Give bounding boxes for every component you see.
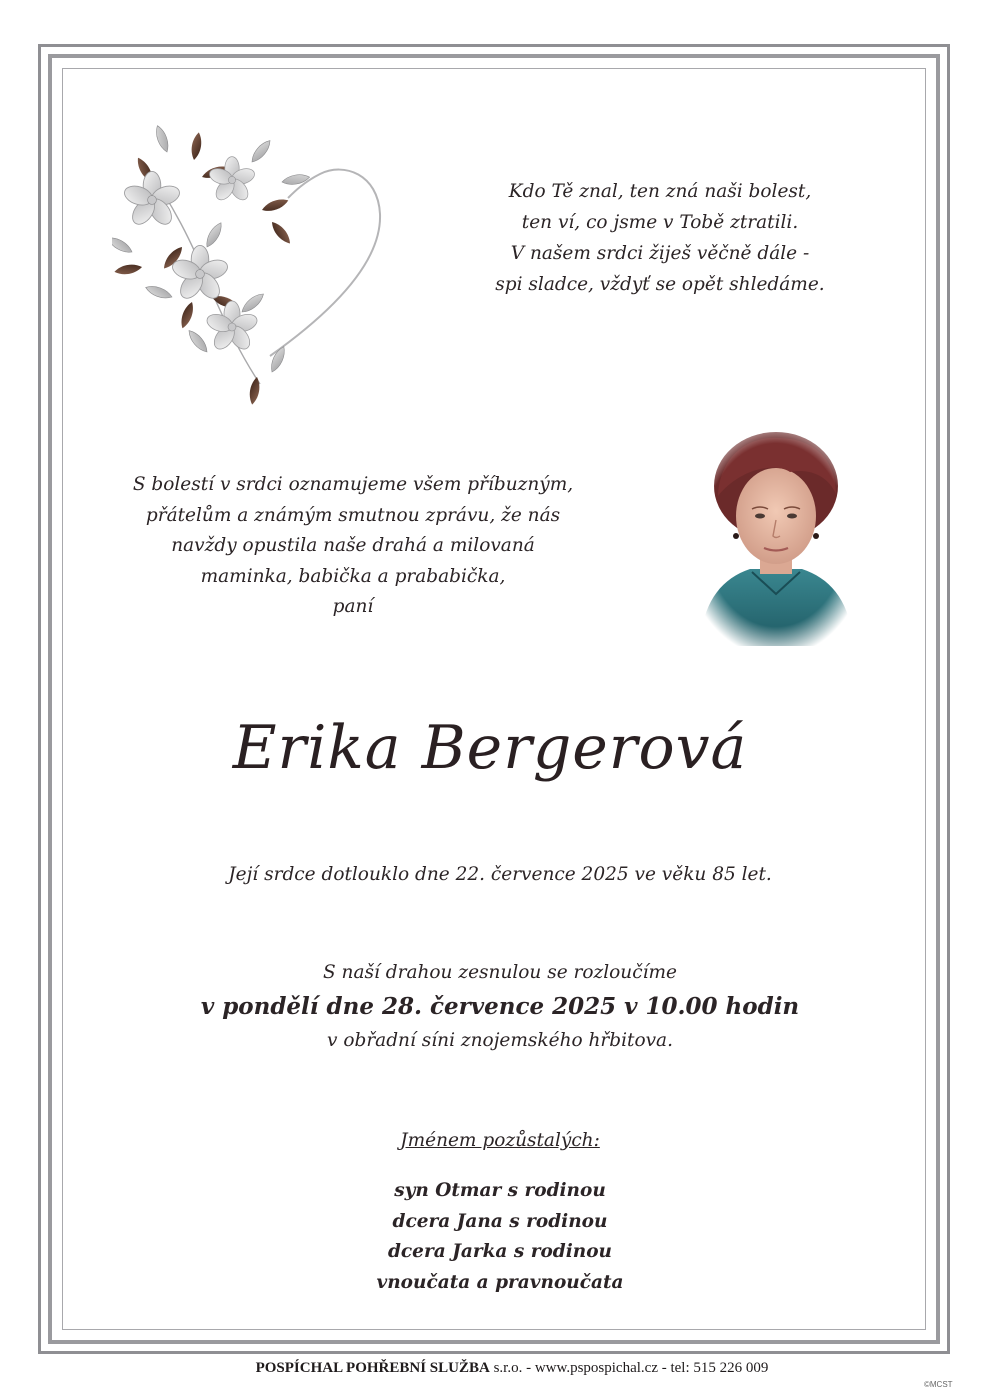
footer-contact: s.r.o. - www.pspospichal.cz - tel: 515 226 009: [489, 1360, 769, 1376]
farewell-intro: S naší drahou zesnulou se rozloučíme: [322, 962, 677, 983]
announcement-line: maminka, babička a prababička,: [200, 565, 506, 587]
floral-heart-ornament: [112, 122, 392, 412]
poem-line: V našem srdci žiješ věčně dále -: [510, 243, 810, 264]
poem: [470, 176, 850, 300]
deceased-name: Erika Bergerová: [232, 713, 748, 783]
announcement-line: S bolestí v srdci oznamujeme všem příbuzným,: [132, 474, 574, 495]
announcement-line: paní: [332, 596, 374, 617]
survivor-item: dcera Jana s rodinou: [392, 1210, 608, 1232]
farewell: [140, 958, 860, 1056]
poem-line: spi sladce, vždyť se opět shledáme.: [495, 274, 825, 295]
footer: [0, 1360, 981, 1377]
farewell-place: v obřadní síni znojemského hřbitova.: [327, 1030, 673, 1051]
survivors: [250, 1126, 750, 1298]
survivor-item: dcera Jarka s rodinou: [387, 1241, 613, 1262]
survivor-item: syn Otmar s rodinou: [394, 1180, 606, 1201]
survivors-heading: Jménem pozůstalých:: [400, 1130, 600, 1151]
death-notice: Její srdce dotlouklo dne 22. července 2025 ve věku 85 let.: [228, 864, 772, 885]
poem-line: Kdo Tě znal, ten zná naši bolest,: [508, 181, 812, 202]
announcement-line: navždy opustila naše drahá a milovaná: [171, 535, 535, 556]
survivor-item: vnoučata a pravnoučata: [376, 1271, 624, 1293]
farewell-date-time: v pondělí dne 28. července 2025 v 10.00 hodin: [200, 993, 800, 1020]
portrait-photo: [690, 424, 862, 646]
announcement: [118, 470, 588, 623]
announcement-line: přátelům a známým smutnou zprávu, že nás: [145, 504, 561, 526]
footer-company: POSPÍCHAL POHŘEBNÍ SLUŽBA: [255, 1360, 490, 1376]
poem-line: ten ví, co jsme v Tobě ztratili.: [521, 212, 799, 233]
watermark: ©MCST: [924, 1380, 953, 1389]
